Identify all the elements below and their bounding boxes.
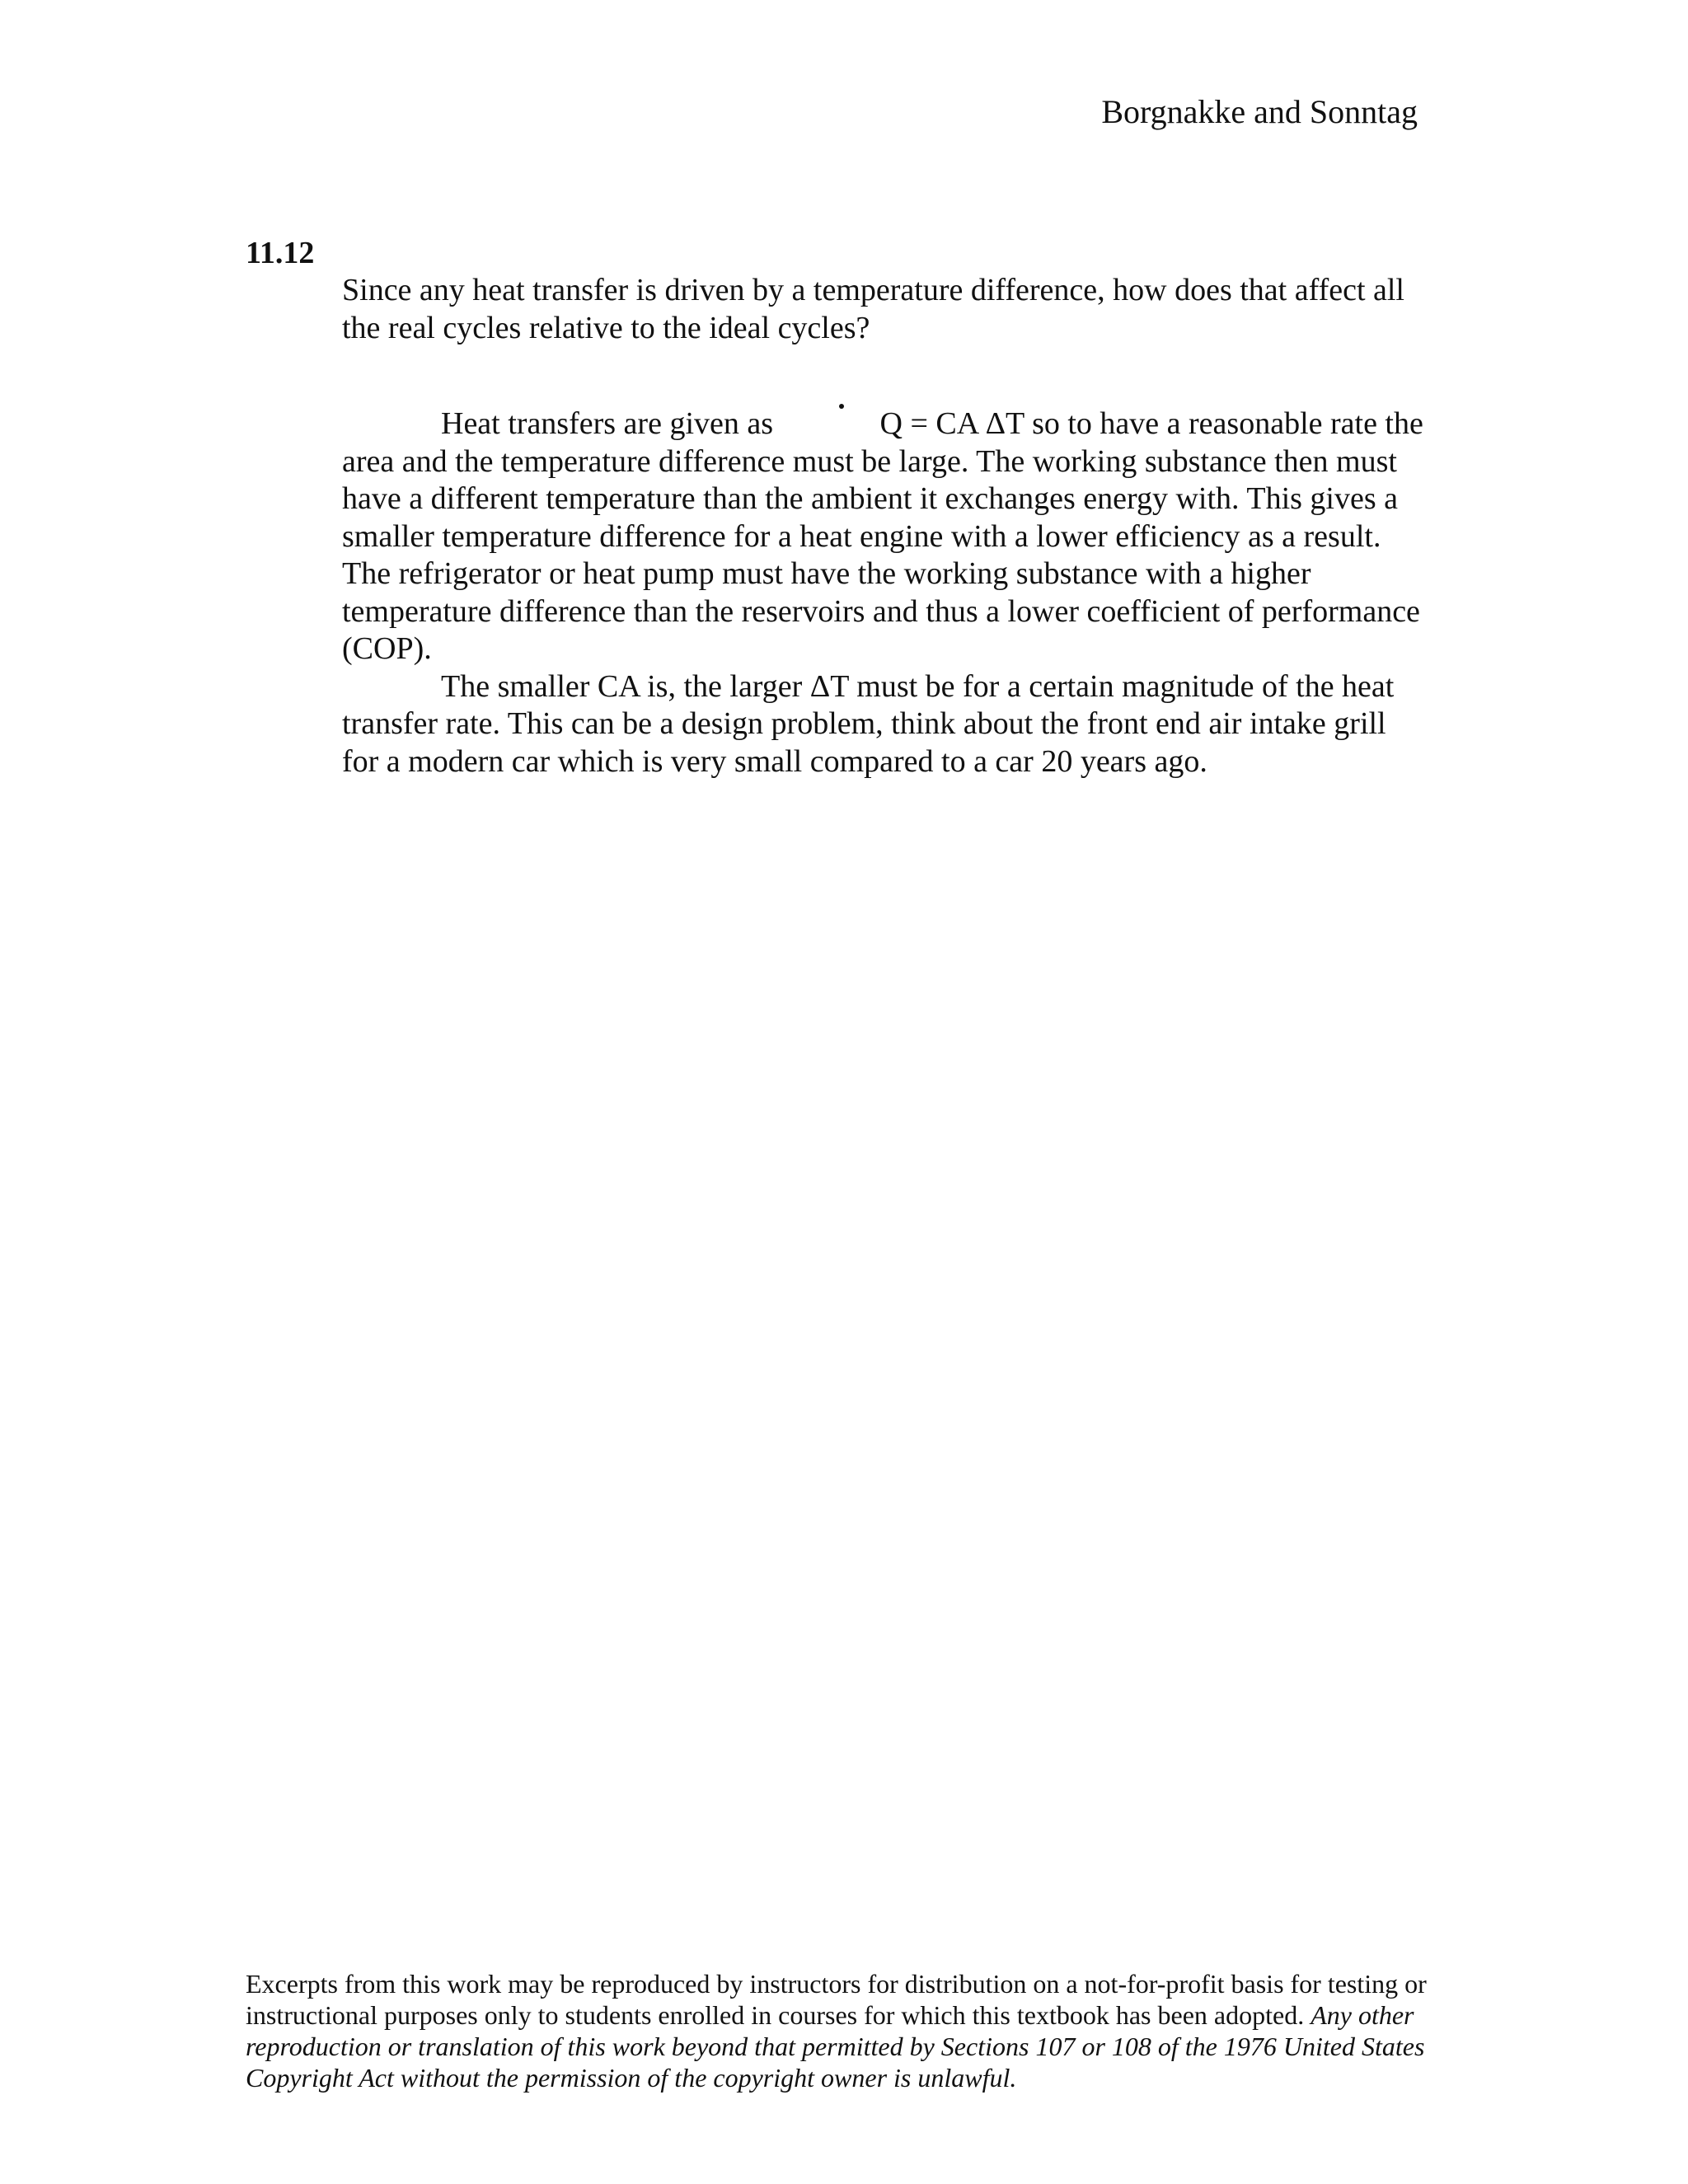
answer-p1-lead: Heat transfers are given as [441, 406, 781, 441]
formula-rest: = CA ΔT [902, 406, 1033, 441]
q-dot-symbol: Q [781, 405, 903, 443]
answer-body [342, 405, 1430, 780]
problem-question: Since any heat transfer is driven by a temperature difference, how does that affect all the real cycles relative to the ideal cycles? [342, 273, 1404, 345]
footer-normal-text: Excerpts from this work may be reproduced by instructors for distribution on a not-for-profit basis for testing or instructional purposes only to students enrolled in courses for which this textbook has been adopted. [246, 1969, 1427, 2030]
running-header: Borgnakke and Sonntag [1101, 93, 1418, 130]
problem-number: 11.12 [246, 236, 315, 270]
answer-paragraph-2: The smaller CA is, the larger ΔT must be for a certain magnitude of the heat transfer rate. This can be a design problem, think about the front end air intake grill for a modern car which is very small compared to a car 20 years ago. [342, 668, 1395, 779]
heat-transfer-formula [781, 406, 1033, 441]
answer-p1-tail: so to have a reasonable rate the area and the temperature difference must be large. The working substance then must have a different temperature than the ambient it exchanges energy with. This gives a smaller temperature difference for a heat engine with a lower efficiency as a result. The refrigerator or heat pump must have the working substance with a higher temperature difference than the reservoirs and thus a lower coefficient of performance (COP). [342, 406, 1423, 666]
copyright-footer [246, 1968, 1432, 2093]
answer-paragraph-1 [342, 405, 1430, 668]
footer-italic-text: Any other reproduction or translation of this work beyond that permitted by Sections 107 or 108 of the 1976 United States Copyright Act without the permission of the copyright owner is unlawful. [246, 2000, 1425, 2093]
